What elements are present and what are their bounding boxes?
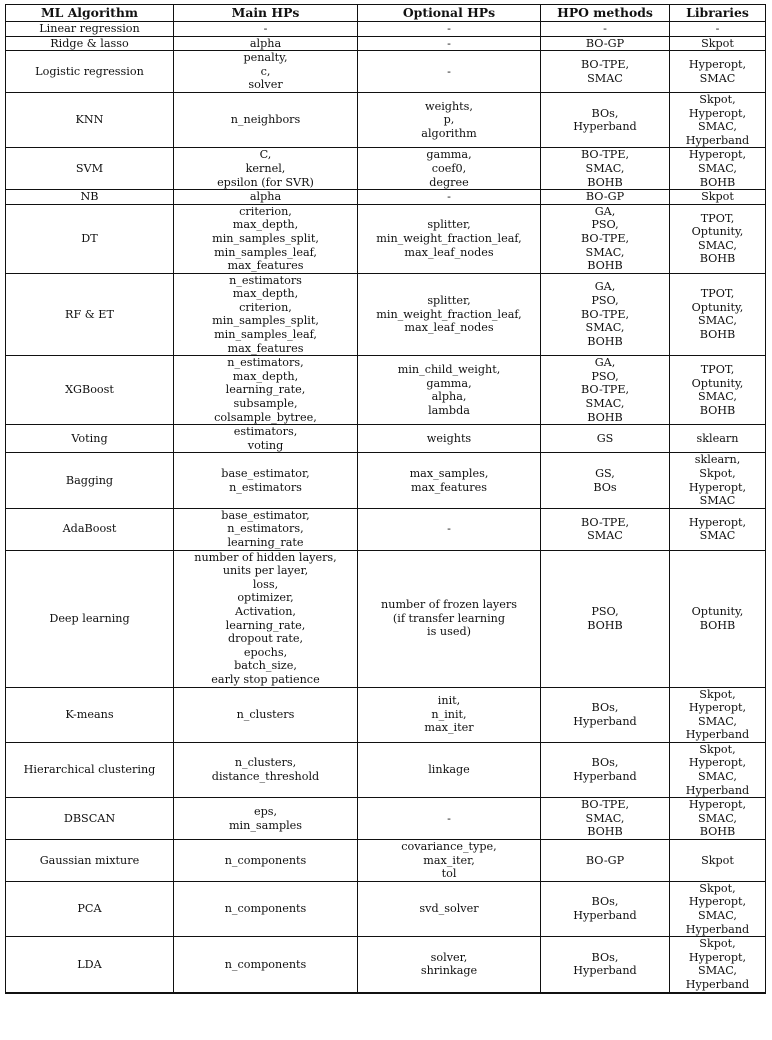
cell-main-hps: C, kernel, epsilon (for SVR) bbox=[174, 148, 358, 190]
table-row bbox=[6, 51, 766, 93]
cell-optional-hps: svd_solver bbox=[358, 881, 541, 936]
cell-main-hps: number of hidden layers, units per layer, loss, optimizer, Activation, learning_rate, dropout rate, epochs, batch_size, early stop patience bbox=[174, 550, 358, 687]
table-row bbox=[6, 508, 766, 550]
cell-main-hps: alpha bbox=[174, 36, 358, 51]
cell-libraries: Hyperopt, SMAC bbox=[670, 51, 766, 93]
cell-libraries: TPOT, Optunity, SMAC, BOHB bbox=[670, 204, 766, 273]
cell-ml-algorithm: RF & ET bbox=[6, 273, 174, 356]
cell-hpo-methods: GS, BOs bbox=[541, 453, 670, 508]
table-row bbox=[6, 22, 766, 37]
cell-hpo-methods: GA, PSO, BO-TPE, SMAC, BOHB bbox=[541, 273, 670, 356]
header-libraries: Libraries bbox=[670, 5, 766, 22]
cell-hpo-methods: BO-GP bbox=[541, 36, 670, 51]
cell-libraries: sklearn bbox=[670, 425, 766, 453]
table-row bbox=[6, 798, 766, 840]
cell-main-hps: alpha bbox=[174, 190, 358, 205]
cell-optional-hps: weights, p, algorithm bbox=[358, 92, 541, 147]
cell-libraries: Skpot, Hyperopt, SMAC, Hyperband bbox=[670, 881, 766, 936]
cell-ml-algorithm: Ridge & lasso bbox=[6, 36, 174, 51]
header-hpo-methods: HPO methods bbox=[541, 5, 670, 22]
cell-libraries: Skpot bbox=[670, 190, 766, 205]
cell-ml-algorithm: K-means bbox=[6, 687, 174, 742]
table-row bbox=[6, 356, 766, 425]
cell-libraries: Hyperopt, SMAC, BOHB bbox=[670, 148, 766, 190]
cell-main-hps: n_components bbox=[174, 840, 358, 882]
cell-main-hps: n_components bbox=[174, 881, 358, 936]
table-row bbox=[6, 937, 766, 993]
cell-main-hps: n_clusters bbox=[174, 687, 358, 742]
header-ml-algorithm: ML Algorithm bbox=[6, 5, 174, 22]
cell-main-hps: eps, min_samples bbox=[174, 798, 358, 840]
table-row bbox=[6, 840, 766, 882]
cropped-caption-strip bbox=[0, 0, 772, 3]
cell-ml-algorithm: Voting bbox=[6, 425, 174, 453]
cell-main-hps: n_estimators, max_depth, learning_rate, subsample, colsample_bytree, bbox=[174, 356, 358, 425]
cell-main-hps: - bbox=[174, 22, 358, 37]
cell-optional-hps: init, n_init, max_iter bbox=[358, 687, 541, 742]
cell-optional-hps: covariance_type, max_iter, tol bbox=[358, 840, 541, 882]
cell-main-hps: base_estimator, n_estimators bbox=[174, 453, 358, 508]
table-row bbox=[6, 742, 766, 797]
cell-hpo-methods: BOs, Hyperband bbox=[541, 92, 670, 147]
cell-ml-algorithm: LDA bbox=[6, 937, 174, 993]
cell-optional-hps: solver, shrinkage bbox=[358, 937, 541, 993]
cell-ml-algorithm: AdaBoost bbox=[6, 508, 174, 550]
cell-hpo-methods: BO-TPE, SMAC bbox=[541, 51, 670, 93]
cell-main-hps: base_estimator, n_estimators, learning_rate bbox=[174, 508, 358, 550]
table-body bbox=[6, 22, 766, 993]
cell-ml-algorithm: Deep learning bbox=[6, 550, 174, 687]
cell-ml-algorithm: Linear regression bbox=[6, 22, 174, 37]
cell-hpo-methods: GS bbox=[541, 425, 670, 453]
cell-optional-hps: - bbox=[358, 22, 541, 37]
cell-libraries: Skpot, Hyperopt, SMAC, Hyperband bbox=[670, 687, 766, 742]
cell-libraries: TPOT, Optunity, SMAC, BOHB bbox=[670, 356, 766, 425]
cell-main-hps: estimators, voting bbox=[174, 425, 358, 453]
cell-libraries: Skpot bbox=[670, 36, 766, 51]
cell-ml-algorithm: XGBoost bbox=[6, 356, 174, 425]
cell-libraries: Skpot, Hyperopt, SMAC, Hyperband bbox=[670, 742, 766, 797]
cell-ml-algorithm: Logistic regression bbox=[6, 51, 174, 93]
cell-optional-hps: splitter, min_weight_fraction_leaf, max_leaf_nodes bbox=[358, 273, 541, 356]
cell-optional-hps: - bbox=[358, 36, 541, 51]
cell-main-hps: n_clusters, distance_threshold bbox=[174, 742, 358, 797]
cell-hpo-methods: BO-GP bbox=[541, 190, 670, 205]
cell-hpo-methods: BO-TPE, SMAC, BOHB bbox=[541, 148, 670, 190]
cell-hpo-methods: - bbox=[541, 22, 670, 37]
cell-ml-algorithm: DT bbox=[6, 204, 174, 273]
cell-ml-algorithm: KNN bbox=[6, 92, 174, 147]
cell-optional-hps: min_child_weight, gamma, alpha, lambda bbox=[358, 356, 541, 425]
cell-hpo-methods: BO-TPE, SMAC, BOHB bbox=[541, 798, 670, 840]
cell-ml-algorithm: SVM bbox=[6, 148, 174, 190]
cell-hpo-methods: BO-GP bbox=[541, 840, 670, 882]
cell-optional-hps: number of frozen layers (if transfer learning is used) bbox=[358, 550, 541, 687]
table-row bbox=[6, 881, 766, 936]
cell-optional-hps: - bbox=[358, 190, 541, 205]
header-main-hps: Main HPs bbox=[174, 5, 358, 22]
cell-hpo-methods: BOs, Hyperband bbox=[541, 881, 670, 936]
table-row bbox=[6, 550, 766, 687]
table-header bbox=[6, 5, 766, 22]
cell-optional-hps: - bbox=[358, 508, 541, 550]
cell-libraries: Optunity, BOHB bbox=[670, 550, 766, 687]
table-row bbox=[6, 92, 766, 147]
cell-optional-hps: gamma, coef0, degree bbox=[358, 148, 541, 190]
cell-libraries: Skpot, Hyperopt, SMAC, Hyperband bbox=[670, 92, 766, 147]
table-row bbox=[6, 687, 766, 742]
cell-main-hps: n_components bbox=[174, 937, 358, 993]
table-row bbox=[6, 190, 766, 205]
table-row bbox=[6, 453, 766, 508]
cell-libraries: Hyperopt, SMAC, BOHB bbox=[670, 798, 766, 840]
cell-libraries: TPOT, Optunity, SMAC, BOHB bbox=[670, 273, 766, 356]
cell-optional-hps: splitter, min_weight_fraction_leaf, max_leaf_nodes bbox=[358, 204, 541, 273]
table-row bbox=[6, 273, 766, 356]
hyperparameter-table bbox=[5, 4, 766, 994]
table-row bbox=[6, 148, 766, 190]
cell-hpo-methods: GA, PSO, BO-TPE, SMAC, BOHB bbox=[541, 204, 670, 273]
cell-hpo-methods: GA, PSO, BO-TPE, SMAC, BOHB bbox=[541, 356, 670, 425]
cell-main-hps: n_estimators max_depth, criterion, min_samples_split, min_samples_leaf, max_features bbox=[174, 273, 358, 356]
cell-hpo-methods: BOs, Hyperband bbox=[541, 742, 670, 797]
cell-hpo-methods: BO-TPE, SMAC bbox=[541, 508, 670, 550]
header-row bbox=[6, 5, 766, 22]
cell-libraries: Skpot bbox=[670, 840, 766, 882]
table-row bbox=[6, 36, 766, 51]
cell-hpo-methods: PSO, BOHB bbox=[541, 550, 670, 687]
cell-hpo-methods: BOs, Hyperband bbox=[541, 687, 670, 742]
cell-optional-hps: max_samples, max_features bbox=[358, 453, 541, 508]
header-optional-hps: Optional HPs bbox=[358, 5, 541, 22]
cell-optional-hps: linkage bbox=[358, 742, 541, 797]
cell-ml-algorithm: PCA bbox=[6, 881, 174, 936]
table-row bbox=[6, 425, 766, 453]
cell-optional-hps: weights bbox=[358, 425, 541, 453]
cell-libraries: - bbox=[670, 22, 766, 37]
cell-ml-algorithm: Bagging bbox=[6, 453, 174, 508]
cell-libraries: Skpot, Hyperopt, SMAC, Hyperband bbox=[670, 937, 766, 993]
cell-optional-hps: - bbox=[358, 51, 541, 93]
cell-main-hps: penalty, c, solver bbox=[174, 51, 358, 93]
cell-libraries: sklearn, Skpot, Hyperopt, SMAC bbox=[670, 453, 766, 508]
cell-ml-algorithm: DBSCAN bbox=[6, 798, 174, 840]
cell-main-hps: n_neighbors bbox=[174, 92, 358, 147]
cell-ml-algorithm: NB bbox=[6, 190, 174, 205]
cell-ml-algorithm: Hierarchical clustering bbox=[6, 742, 174, 797]
cell-hpo-methods: BOs, Hyperband bbox=[541, 937, 670, 993]
cell-optional-hps: - bbox=[358, 798, 541, 840]
table-row bbox=[6, 204, 766, 273]
cell-ml-algorithm: Gaussian mixture bbox=[6, 840, 174, 882]
cell-libraries: Hyperopt, SMAC bbox=[670, 508, 766, 550]
cell-main-hps: criterion, max_depth, min_samples_split, min_samples_leaf, max_features bbox=[174, 204, 358, 273]
